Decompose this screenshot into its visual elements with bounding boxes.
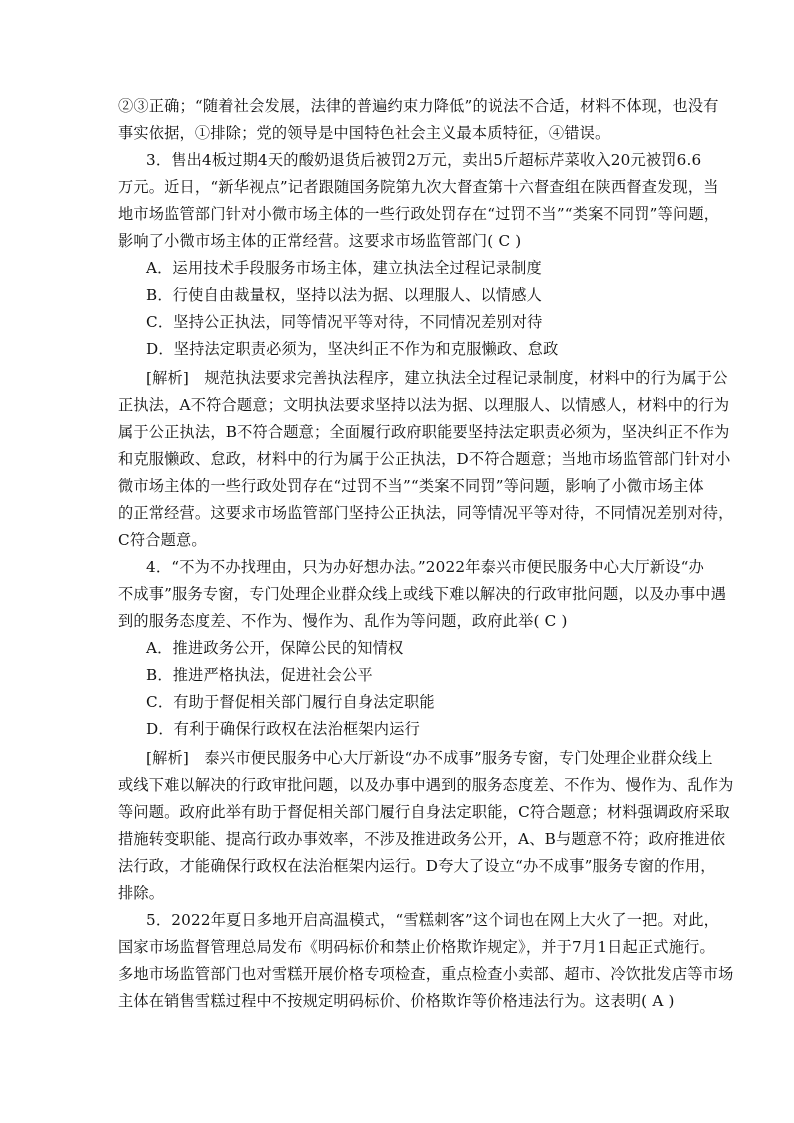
q3-option-d: D．坚持法定职责必须为，坚决纠正不作为和克服懒政、怠政 — [146, 340, 559, 358]
text-line-30: 排除。 — [118, 884, 165, 902]
q4-option-a: A．推进政务公开，保障公民的知情权 — [146, 639, 404, 657]
q4-option-d: D．有利于确保行政权在法治框架内运行 — [146, 720, 420, 738]
text-line-33: 多地市场监管部门也对雪糕开展价格专项检查，重点检查小卖部、超市、冷饮批发店等市场 — [118, 965, 734, 983]
question-5-stem: 5．2022年夏日多地开启高温模式，“雪糕刺客”这个词也在网上大火了一把。对此， — [146, 911, 720, 929]
text-line-27: 等问题。政府此举有助于督促相关部门履行自身法定职能，C符合题意；材料强调政府采取 — [118, 803, 730, 821]
text-line-12: 正执法，A不符合题意；文明执法要求坚持以法为据、以理服人、以情感人，材料中的行为 — [118, 396, 730, 414]
text-line-19: 不成事”服务专窗，专门处理企业群众线上或线下难以解决的行政审批问题，以及办事中遇 — [118, 585, 727, 603]
question-3-stem: 3．售出4板过期4天的酸奶退货后被罚2万元，卖出5斤超标芹菜收入20元被罚6.6 — [146, 151, 702, 169]
text-line-34: 主体在销售雪糕过程中不按规定明码标价、价格欺诈等价格违法行为。这表明( A ) — [118, 992, 675, 1010]
text-line-14: 和克服懒政、怠政，材料中的行为属于公正执法，D不符合题意；当地市场监管部门针对小 — [118, 450, 731, 468]
text-line-5: 地市场监管部门针对小微市场主体的一些行政处罚存在“过罚不当”“类案不同罚”等问题， — [118, 205, 720, 223]
text-line-1: ②③正确；“随着社会发展，法律的普遍约束力降低”的说法不合适，材料不体现，也没有 — [118, 97, 719, 115]
text-line-29: 法行政，才能确保行政权在法治框架内运行。D夸大了设立“办不成事”服务专窗的作用， — [118, 857, 716, 875]
q3-option-a: A．运用技术手段服务市场主体，建立执法全过程记录制度 — [146, 259, 542, 277]
q3-option-b: B．行使自由裁量权，坚持以法为据、以理服人、以情感人 — [146, 286, 543, 304]
text-line-15: 微市场主体的一些行政处罚存在“过罚不当”“类案不同罚”等问题，影响了小微市场主体 — [118, 477, 704, 495]
text-line-28: 措施转变职能、提高行政办事效率，不涉及推进政务公开，A、B与题意不符；政府推进依 — [118, 830, 726, 848]
text-line-4: 万元。近日，“新华视点”记者跟随国务院第九次大督查第十六督查组在陕西督查发现，当 — [118, 178, 719, 196]
text-line-26: 或线下难以解决的行政审批问题，以及办事中遇到的服务态度差、不作为、慢作为、乱作为 — [118, 776, 734, 794]
q4-option-b: B．推进严格执法，促进社会公平 — [146, 666, 373, 684]
q4-analysis: [解析] 泰兴市便民服务中心大厅新设“办不成事”服务专窗，专门处理企业群众线上 — [146, 749, 713, 767]
text-line-16: 的正常经营。这要求市场监管部门坚持公正执法，同等情况平等对待，不同情况差别对待， — [118, 504, 734, 522]
q3-analysis: [解析] 规范执法要求完善执法程序，建立执法全过程记录制度，材料中的行为属于公 — [146, 369, 728, 387]
text-line-20: 到的服务态度差、不作为、慢作为、乱作为等问题，政府此举( C ) — [118, 612, 568, 630]
text-line-6: 影响了小微市场主体的正常经营。这要求市场监管部门( C ) — [118, 232, 522, 250]
text-line-13: 属于公正执法，B不符合题意；全面履行政府职能要坚持法定职责必须为，坚决纠正不作为 — [118, 423, 730, 441]
text-line-17: C符合题意。 — [118, 531, 207, 549]
text-line-32: 国家市场监督管理总局发布《明码标价和禁止价格欺诈规定》，并于7月1日起正式施行。 — [118, 938, 715, 956]
q3-option-c: C．坚持公正执法，同等情况平等对待，不同情况差别对待 — [146, 313, 543, 331]
text-line-2: 事实依据，①排除；党的领导是中国特色社会主义最本质特征，④错误。 — [118, 124, 611, 142]
question-4-stem: 4．“不为不办找理由，只为办好想办法。”2022年泰兴市便民服务中心大厅新设“办 — [146, 558, 705, 576]
q4-option-c: C．有助于督促相关部门履行自身法定职能 — [146, 693, 435, 711]
